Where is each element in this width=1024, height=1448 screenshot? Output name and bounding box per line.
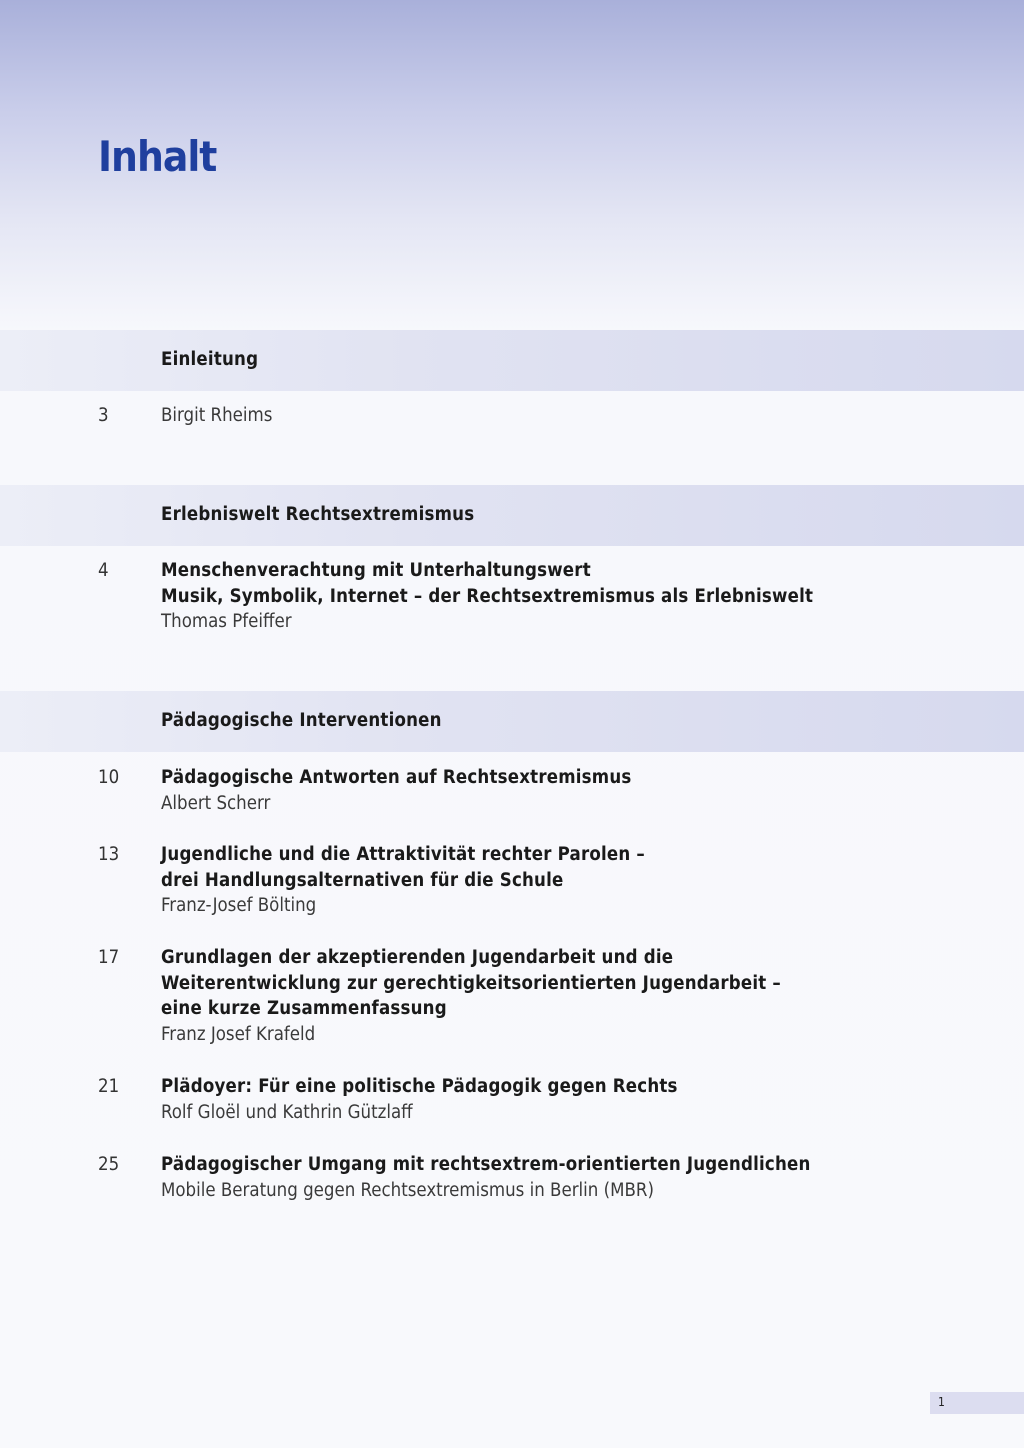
- section-heading: Pädagogische Interventionen: [161, 710, 442, 731]
- entry-title: Menschenverachtung mit Unterhaltungswert: [161, 560, 591, 581]
- entry-author: Rolf Gloël und Kathrin Gützlaff: [161, 1101, 413, 1123]
- section-header-einleitung: [0, 330, 1024, 391]
- entry-title: Jugendliche und die Attraktivität rechter Parolen –: [161, 844, 645, 865]
- entry-author: Albert Scherr: [161, 792, 271, 814]
- entry-title: Plädoyer: Für eine politische Pädagogik gegen Rechts: [161, 1076, 678, 1097]
- entry-title: Grundlagen der akzeptierenden Jugendarbeit und die: [161, 947, 674, 968]
- page-ref: 17: [98, 947, 120, 968]
- entry-title: Pädagogischer Umgang mit rechtsextrem-orientierten Jugendlichen: [161, 1154, 811, 1175]
- section-header-erlebniswelt: [0, 485, 1024, 546]
- entry-title: drei Handlungsalternativen für die Schule: [161, 869, 564, 891]
- entry-author: Birgit Rheims: [161, 405, 273, 426]
- entry-author: Mobile Beratung gegen Rechtsextremismus in Berlin (MBR): [161, 1179, 654, 1201]
- section-heading: Erlebniswelt Rechtsextremismus: [161, 504, 475, 525]
- page-ref: 4: [98, 560, 109, 581]
- entry-author: Thomas Pfeiffer: [161, 611, 292, 633]
- section-header-paedagogische-interventionen: [0, 691, 1024, 752]
- entry-title: eine kurze Zusammenfassung: [161, 998, 447, 1020]
- entry-title: Musik, Symbolik, Internet – der Rechtsextremismus als Erlebniswelt: [161, 585, 814, 607]
- page-ref: 3: [98, 405, 109, 426]
- page-title: Inhalt: [98, 132, 217, 181]
- section-heading: Einleitung: [161, 349, 259, 370]
- page-number: 1: [938, 1395, 945, 1409]
- entry-title: Pädagogische Antworten auf Rechtsextremismus: [161, 767, 632, 788]
- entry-title: Weiterentwicklung zur gerechtigkeitsorientierten Jugendarbeit –: [161, 972, 781, 994]
- entry-author: Franz-Josef Bölting: [161, 895, 317, 917]
- entry-author: Franz Josef Krafeld: [161, 1024, 316, 1046]
- page-number-box: [930, 1392, 1024, 1414]
- page-ref: 13: [98, 844, 120, 865]
- page-ref: 25: [98, 1154, 120, 1175]
- page-ref: 10: [98, 767, 120, 788]
- page-ref: 21: [98, 1076, 120, 1097]
